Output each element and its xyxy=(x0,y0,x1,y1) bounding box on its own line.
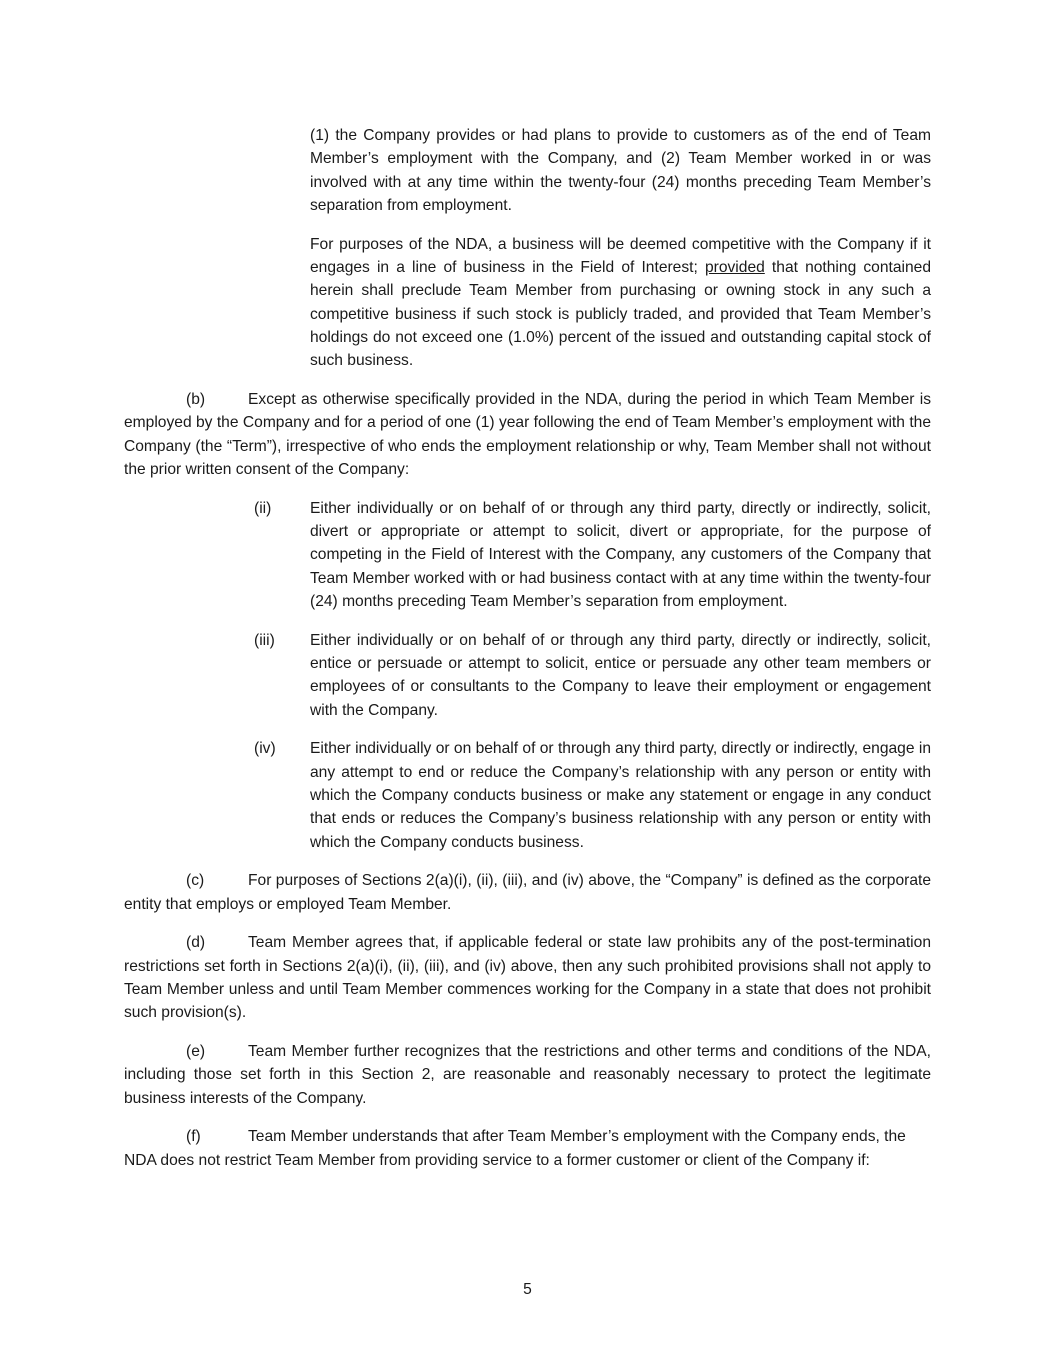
paragraph-c xyxy=(124,869,931,916)
paragraph-competitive-definition xyxy=(310,233,931,373)
provided-underlined: provided xyxy=(704,258,765,276)
label-e: (e) xyxy=(186,1043,206,1061)
list-item-iii xyxy=(254,629,931,722)
page-number: 5 xyxy=(523,1281,532,1298)
paragraph-f xyxy=(124,1125,931,1172)
paragraph-continuation: (1) the Company provides or had plans to provide to customers as of the end of Team Member’s employment with the Company, and (2) Team Member worked in or was involved with at any time within the twenty-four (24) months preceding Team Member’s separation from employment. xyxy=(310,127,931,214)
competitive-text-part1: For purposes of the NDA, a business will be deemed competitive with the Company if it engages in a line of business in the Field of Interest; xyxy=(310,235,931,276)
paragraph-d-text: Team Member agrees that, if applicable federal or state law prohibits any of the post-termination restrictions set forth in Sections 2(a)(i), (ii), (iii), and (iv) above, then any such prohibited provisions shall not apply to Team Member unless and until Team Member commences working for the Company in a state that does not prohibit such provision(s). xyxy=(124,934,931,1022)
item-number: (iii) xyxy=(254,631,275,649)
item-number: (iv) xyxy=(254,740,276,758)
list-item-ii xyxy=(254,497,931,613)
item-text: Either individually or on behalf of or through any third party, directly or indirectly, engage in any attempt to end or reduce the Company’s relationship with any person or entity with which the Company conducts business or make any statement or engage in any conduct that ends or reduces the Company’s business relationship with any person or entity with which the Company conducts business. xyxy=(310,740,931,851)
paragraph-c-text: For purposes of Sections 2(a)(i), (ii), (iii), and (iv) above, the “Company” is defined as the corporate entity that employs or employed Team Member. xyxy=(124,872,931,913)
document-body xyxy=(124,124,931,1188)
label-c: (c) xyxy=(186,872,205,890)
item-number: (ii) xyxy=(254,499,272,517)
paragraph-b-text: Except as otherwise specifically provided in the NDA, during the period in which Team Member is employed by the Company and for a period of one (1) year following the end of Team Member’s employment with the Company (the “Term”), irrespective of who ends the employment relationship or why, Team Member shall not without the prior written consent of the Company: xyxy=(124,390,931,478)
paragraph-b xyxy=(124,388,931,481)
paragraph-e-text: Team Member further recognizes that the restrictions and other terms and conditions of the NDA, including those set forth in this Section 2, are reasonable and reasonably necessary to protect the legitimate business interests of the Company. xyxy=(124,1043,931,1107)
item-text: Either individually or on behalf of or through any third party, directly or indirectly, solicit, entice or persuade or attempt to solicit, entice or persuade any other team members or employees of or consultants to the Company to leave their employment or engagement with the Company. xyxy=(310,631,931,719)
paragraph-e xyxy=(124,1040,931,1110)
competitive-text-part2: that nothing contained herein shall preclude Team Member from purchasing or owning stock in any such a competitive business if such stock is publicly traded, and provided that Team Member’s holdings do not exceed one (1.0%) percent of the issued and outstanding capital stock of such business. xyxy=(310,258,932,370)
label-d: (d) xyxy=(186,934,206,952)
paragraph-f-text: Team Member understands that after Team Member’s employment with the Company ends, the NDA does not restrict Team Member from providing service to a former customer or client of the Company if: xyxy=(124,1128,906,1169)
label-b: (b) xyxy=(186,390,206,408)
label-f: (f) xyxy=(186,1128,201,1146)
list-item-iv xyxy=(254,737,931,853)
item-text: Either individually or on behalf of or through any third party, directly or indirectly, solicit, divert or appropriate or attempt to solicit, divert or appropriate, for the purpose of competing in the Field of Interest with the Company, any customers of the Company that Team Member worked with or had business contact with at any time within the twenty-four (24) months preceding Team Member’s separation from employment. xyxy=(310,499,931,610)
paragraph-d xyxy=(124,931,931,1024)
